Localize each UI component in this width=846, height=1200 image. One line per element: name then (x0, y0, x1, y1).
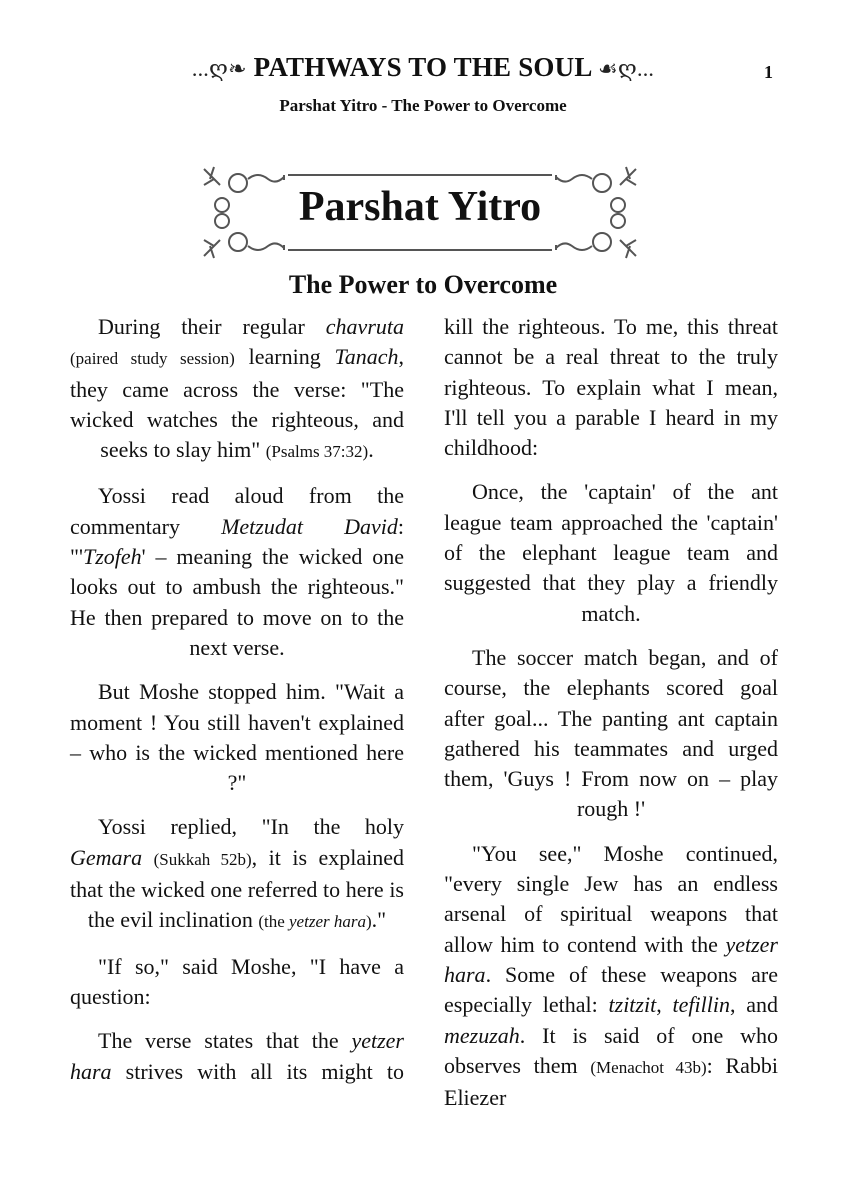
citation-text: (Menachot 43b) (590, 1057, 707, 1077)
ornament-left-icon: ...ღ❧ (191, 56, 247, 81)
body-text: . Some of these weapons are especially lethal: (444, 961, 778, 1018)
body-text: "You see," Moshe continued, "every single Jew has an endless arsenal of spiritual weapons that allow him to contend with the (444, 840, 778, 957)
paragraph (70, 812, 404, 937)
paragraph (70, 312, 404, 467)
body-text: "If so," said Moshe, "I have a question: (70, 953, 404, 1009)
italic-term: Tanach (334, 344, 399, 370)
running-header (0, 52, 846, 83)
chapter-subheading: Parshat Yitro - The Power to Overcome (279, 96, 567, 115)
body-text: Yossi read aloud from the commentary (70, 483, 404, 539)
citation-text: (the (258, 912, 290, 932)
body-text (142, 845, 153, 870)
body-text: During their regular (98, 314, 326, 339)
italic-term: chavruta (325, 314, 404, 339)
italic-term: tzitzit (608, 992, 657, 1018)
body-text: : "' (70, 513, 404, 570)
body-text: ' – meaning the wicked one looks out to ambush the righteous." He then prepared to move on to the next verse. (70, 544, 404, 660)
body-text: , (656, 992, 673, 1018)
citation-text: yetzer hara (289, 912, 366, 932)
body-text: ." (371, 907, 387, 933)
body-text: , and (729, 992, 779, 1018)
body-text: The soccer match began, and of course, the elephants scored goal after goal... The panting ant captain gathered his teammates and urged them, 'Guys ! From now on – play rough !' (444, 644, 778, 822)
right-column (444, 312, 778, 1127)
italic-term: Metzudat David (221, 513, 398, 539)
paragraph (70, 677, 404, 798)
body-text: Yossi replied, "In the holy (98, 814, 404, 840)
citation-text: (Sukkah 52b) (153, 849, 252, 869)
italic-term: tefillin (672, 992, 730, 1018)
body-text: But Moshe stopped him. "Wait a moment ! You still haven't explained – who is the wicked mentioned here ?" (70, 679, 404, 796)
body-text: , they came across the verse: "The wicked watches the righteous, and seeks to slay him" (70, 344, 404, 463)
paragraph (444, 643, 778, 825)
page-number: 1 (764, 62, 773, 82)
running-title: PATHWAYS TO THE SOUL (253, 52, 592, 82)
italic-term: yetzer hara (70, 1028, 404, 1084)
citation-text: ) (365, 912, 372, 932)
body-text: kill the righteous. To me, this threat cannot be a real threat to the truly righteous. To explain what I mean, I'll tell you a parable I heard in my childhood: (444, 314, 778, 461)
body-text: . It is said of one who observes them (444, 1022, 778, 1078)
body-text: : Rabbi Eliezer (444, 1052, 778, 1111)
left-column (70, 312, 404, 1101)
paragraph (444, 477, 778, 628)
paragraph (70, 952, 404, 1013)
ornament-right-icon: ☙ღ... (598, 56, 655, 81)
body-text: , it is explained that the wicked one referred to here is the evil inclination (70, 844, 405, 933)
paragraph (444, 312, 778, 463)
citation-text: (paired study session) (70, 349, 235, 369)
italic-term: mezuzah (444, 1022, 520, 1048)
body-text: strives with all its might to (111, 1058, 404, 1084)
paragraph (70, 1026, 404, 1087)
title-frame (200, 165, 640, 260)
paragraph (70, 481, 404, 663)
body-text: Once, the 'captain' of the ant league team approached the 'captain' of the elephant league team and suggested that they play a friendly match. (444, 479, 778, 626)
paragraph (444, 839, 778, 1114)
body-text: learning (234, 344, 335, 370)
body-text: The verse states that the (98, 1028, 352, 1054)
italic-term: Gemara (70, 844, 143, 870)
article-subtitle: The Power to Overcome (288, 270, 558, 299)
italic-term: Tzofeh (82, 544, 142, 570)
body-text: . (368, 437, 374, 463)
italic-term: yetzer hara (444, 931, 778, 987)
page-title: Parshat Yitro (298, 184, 542, 230)
citation-text: (Psalms 37:32) (265, 442, 369, 462)
